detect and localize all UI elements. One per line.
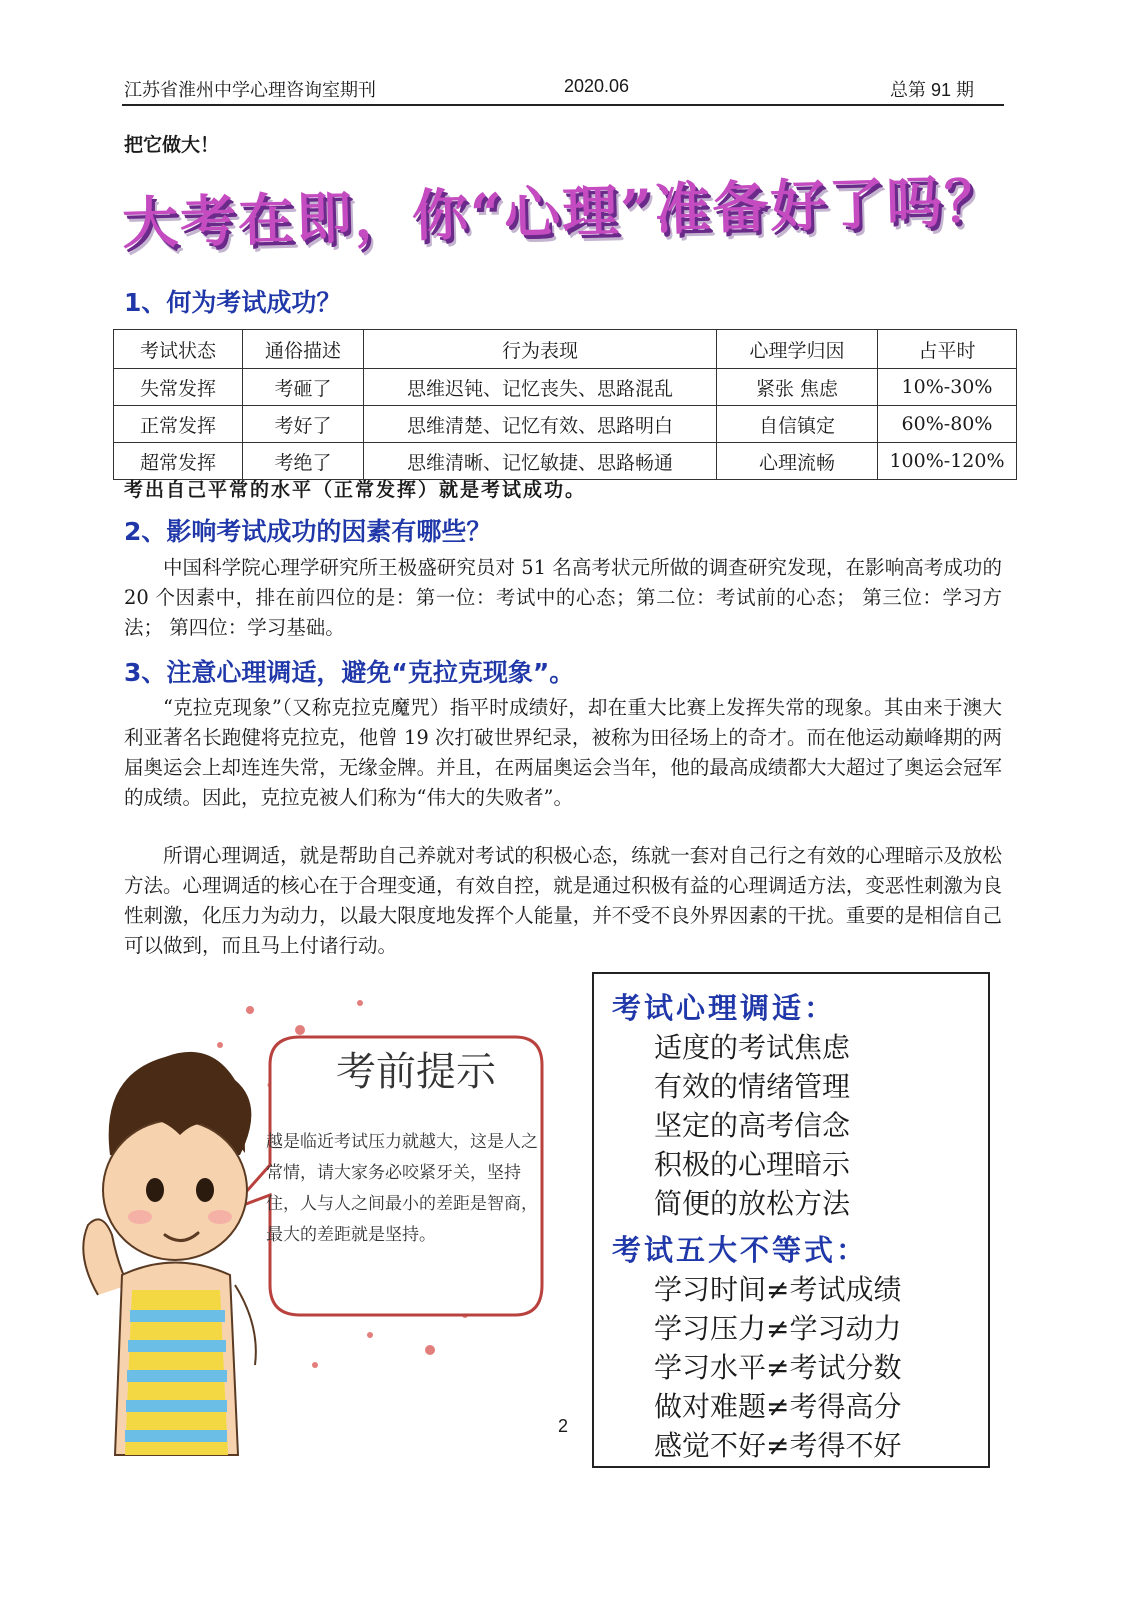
list-item: 做对难题≠考得高分 [654, 1390, 902, 1423]
table-cell: 正常发挥 [114, 406, 243, 443]
table-row [114, 369, 1017, 406]
table-cell: 思维清晰、记忆敏捷、思路畅通 [364, 443, 717, 480]
table-header-cell: 心理学归因 [717, 330, 878, 369]
issue-date: 2020.06 [564, 76, 630, 96]
bubble-text: 越是临近考试压力就越大，这是人之常情，请大家务必咬紧牙关，坚持住，人与人之间最小的差距是智商，最大的差距就是坚持。 [266, 1132, 538, 1245]
table-cell: 考好了 [243, 406, 364, 443]
adjustment-list [654, 1028, 850, 1223]
table-cell: 失常发挥 [114, 369, 243, 406]
list-item: 有效的情绪管理 [654, 1070, 851, 1103]
section3-paragraph-1: “克拉克现象”（又称克拉克魔咒）指平时成绩好，却在重大比赛上发挥失常的现象。其由来于澳大利亚著名长跑健将克拉克，他曾 19 次打破世界纪录，被称为田径场上的奇才。而在他运动巅峰期的两届奥运会上却连连失常，无缘金牌。并且，在两届奥运会当年，他的最高成绩都大大超过了奥运会冠军的成绩。因此，克拉克被人们称为“伟大的失败者”。 [124, 696, 1002, 809]
table-cell: 100%-120% [878, 443, 1017, 480]
table-header-cell: 占平时 [878, 330, 1017, 369]
table-row [114, 443, 1017, 480]
table-header-cell: 通俗描述 [243, 330, 364, 369]
table-conclusion: 考出自己平常的水平（正常发挥）就是考试成功。 [124, 479, 587, 501]
kicker-text: 把它做大！ [124, 134, 220, 156]
table-cell: 思维清楚、记忆有效、思路明白 [364, 406, 717, 443]
section3-paragraph-2: 所谓心理调适，就是帮助自己养就对考试的积极心态，练就一套对自己行之有效的心理暗示及放松方法。心理调适的核心在于合理变通，有效自控，就是通过积极有益的心理调适方法，变恶性刺激为良性刺激，化压力为动力，以最大限度地发挥个人能量，并不受不良外界因素的干扰。重要的是相信自己可以做到，而且马上付诸行动。 [124, 844, 1002, 957]
table-header-cell: 考试状态 [114, 330, 243, 369]
list-item: 适度的考试焦虑 [654, 1031, 851, 1064]
table-cell: 考绝了 [243, 443, 364, 480]
table-cell: 超常发挥 [114, 443, 243, 480]
table-header-cell: 行为表现 [364, 330, 717, 369]
table-cell: 自信镇定 [717, 406, 878, 443]
page-header [122, 72, 1004, 106]
list-item: 简便的放松方法 [654, 1187, 851, 1220]
page-title: 大考在即，你“心理”准备好了吗？ [121, 167, 1004, 257]
list-item: 坚定的高考信念 [654, 1109, 851, 1142]
tips-heading-inequalities: 考试五大不等式： [612, 1233, 869, 1267]
table-cell: 紧张 焦虑 [717, 369, 878, 406]
table-cell: 10%-30% [878, 369, 1017, 406]
list-item: 学习时间≠考试成绩 [654, 1273, 902, 1306]
table-cell: 心理流畅 [717, 443, 878, 480]
tips-box [592, 972, 990, 1468]
table-header-row [114, 330, 1017, 369]
list-item: 学习压力≠学习动力 [654, 1312, 902, 1345]
section1-heading: 1、何为考试成功？ [124, 288, 342, 317]
inequalities-list [654, 1270, 901, 1465]
table-cell: 思维迟钝、记忆丧失、思路混乱 [364, 369, 717, 406]
tips-heading-adjustment: 考试心理调适： [612, 991, 837, 1025]
table-row [114, 406, 1017, 443]
section2-paragraph: 中国科学院心理学研究所王极盛研究员对 51 名高考状元所做的调查研究发现，在影响高考成功的 20 个因素中，排在前四位的是：第一位：考试中的心态；第二位：考试前的心态； 第三位：学习方法； 第四位：学习基础。 [124, 556, 1002, 639]
section3-heading: 3、注意心理调适，避免“克拉克现象”。 [124, 658, 575, 687]
list-item: 感觉不好≠考得不好 [654, 1429, 902, 1462]
exam-state-table [113, 329, 1017, 480]
page-number: 2 [558, 1416, 569, 1436]
issue-number: 总第 91 期 [889, 80, 974, 100]
boy-figure [83, 1052, 256, 1455]
table-cell: 考砸了 [243, 369, 364, 406]
table-cell: 60%-80% [878, 406, 1017, 443]
list-item: 积极的心理暗示 [654, 1148, 851, 1181]
journal-name: 江苏省淮州中学心理咨询室期刊 [124, 80, 376, 100]
section2-heading: 2、影响考试成功的因素有哪些？ [124, 517, 492, 546]
list-item: 学习水平≠考试分数 [654, 1351, 902, 1384]
bubble-title: 考前提示 [336, 1049, 496, 1095]
